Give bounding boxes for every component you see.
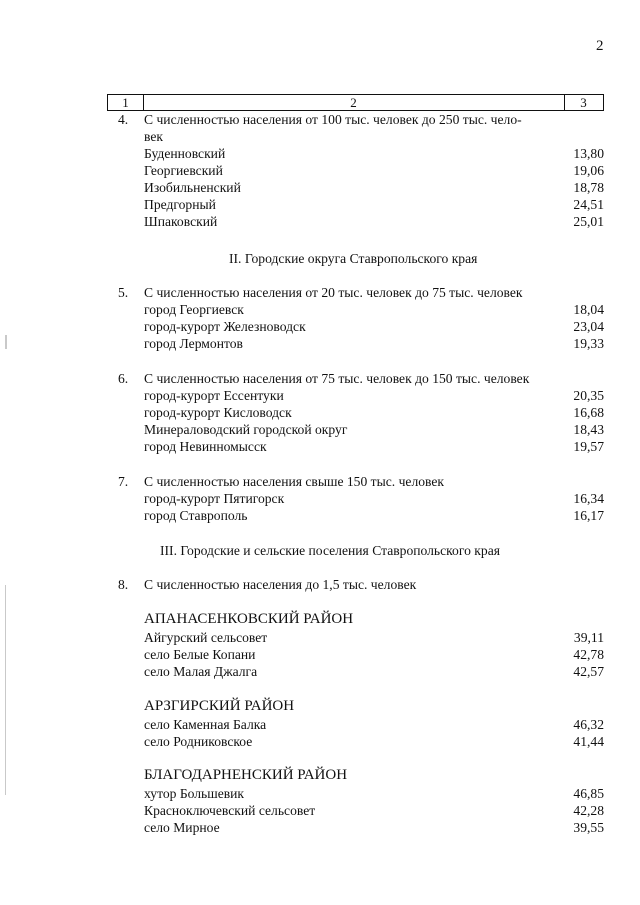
row-value: 42,28 [573,803,604,818]
header-col-3: 3 [580,95,587,110]
scan-mark [5,335,7,349]
section-title: III. Городские и сельские поселения Ставропольского края [160,543,500,558]
group-title: С численностью населения от 75 тыс. человек до 150 тыс. человек [144,371,530,386]
row-value: 24,51 [573,197,604,212]
row-name: Изобильненский [144,180,241,195]
row-value: 16,34 [573,491,604,506]
row-value: 39,11 [573,630,604,645]
row-name: город Лермонтов [144,336,243,351]
row-value: 42,78 [573,647,604,662]
row-value: 19,06 [573,163,604,178]
page-number: 2 [596,38,604,54]
header-col-2: 2 [143,95,565,110]
section-title: II. Городские округа Ставропольского края [229,251,478,266]
group-title: С численностью населения от 20 тыс. человек до 75 тыс. человек [144,285,523,300]
row-name: хутор Большевик [144,786,245,801]
row-name: город Невинномысск [144,439,267,454]
row-name: Предгорный [144,197,216,212]
row-value: 16,17 [573,508,604,523]
row-value: 16,68 [573,405,604,420]
row-value: 23,04 [573,319,604,334]
group-title: С численностью населения свыше 150 тыс. человек [144,474,445,489]
group-number: 8. [118,577,129,592]
row-value: 42,57 [573,664,604,679]
row-name: Айгурский сельсовет [144,630,268,645]
row-value: 18,04 [573,302,604,317]
group-number: 4. [118,112,129,127]
row-value: 19,33 [573,336,604,351]
table-header [107,94,604,111]
row-name: село Мирное [144,820,220,835]
row-value: 18,78 [573,180,604,195]
row-name: город-курорт Ессентуки [144,388,284,403]
row-value: 46,85 [573,786,604,801]
row-value: 39,55 [573,820,604,835]
row-name: город Георгиевск [144,302,244,317]
row-name: Шпаковский [144,214,218,229]
district-heading: АПАНАСЕНКОВСКИЙ РАЙОН [144,611,354,627]
row-name: город Ставрополь [144,508,248,523]
row-value: 41,44 [573,734,604,749]
row-value: 13,80 [573,146,604,161]
row-name: Буденновский [144,146,226,161]
row-value: 25,01 [573,214,604,229]
row-name: село Малая Джалга [144,664,258,679]
row-name: Минераловодский городской округ [144,422,348,437]
header-col-1: 1 [108,95,144,110]
group-title-continued: век [144,129,163,144]
row-name: город-курорт Железноводск [144,319,306,334]
row-name: село Родниковское [144,734,253,749]
group-number: 5. [118,285,129,300]
row-name: Георгиевский [144,163,223,178]
row-name: город-курорт Пятигорск [144,491,285,506]
row-name: село Каменная Балка [144,717,267,732]
group-number: 7. [118,474,129,489]
row-name: город-курорт Кисловодск [144,405,292,420]
row-name: село Белые Копани [144,647,256,662]
group-title: С численностью населения до 1,5 тыс. человек [144,577,417,592]
group-number: 6. [118,371,129,386]
row-value: 20,35 [573,388,604,403]
scan-mark [5,585,6,795]
group-title: С численностью населения от 100 тыс. человек до 250 тыс. чело- [144,112,522,127]
row-value: 18,43 [573,422,604,437]
row-name: Красноключевский сельсовет [144,803,316,818]
row-value: 46,32 [573,717,604,732]
district-heading: БЛАГОДАРНЕНСКИЙ РАЙОН [144,767,348,783]
row-value: 19,57 [573,439,604,454]
district-heading: АРЗГИРСКИЙ РАЙОН [144,698,295,714]
